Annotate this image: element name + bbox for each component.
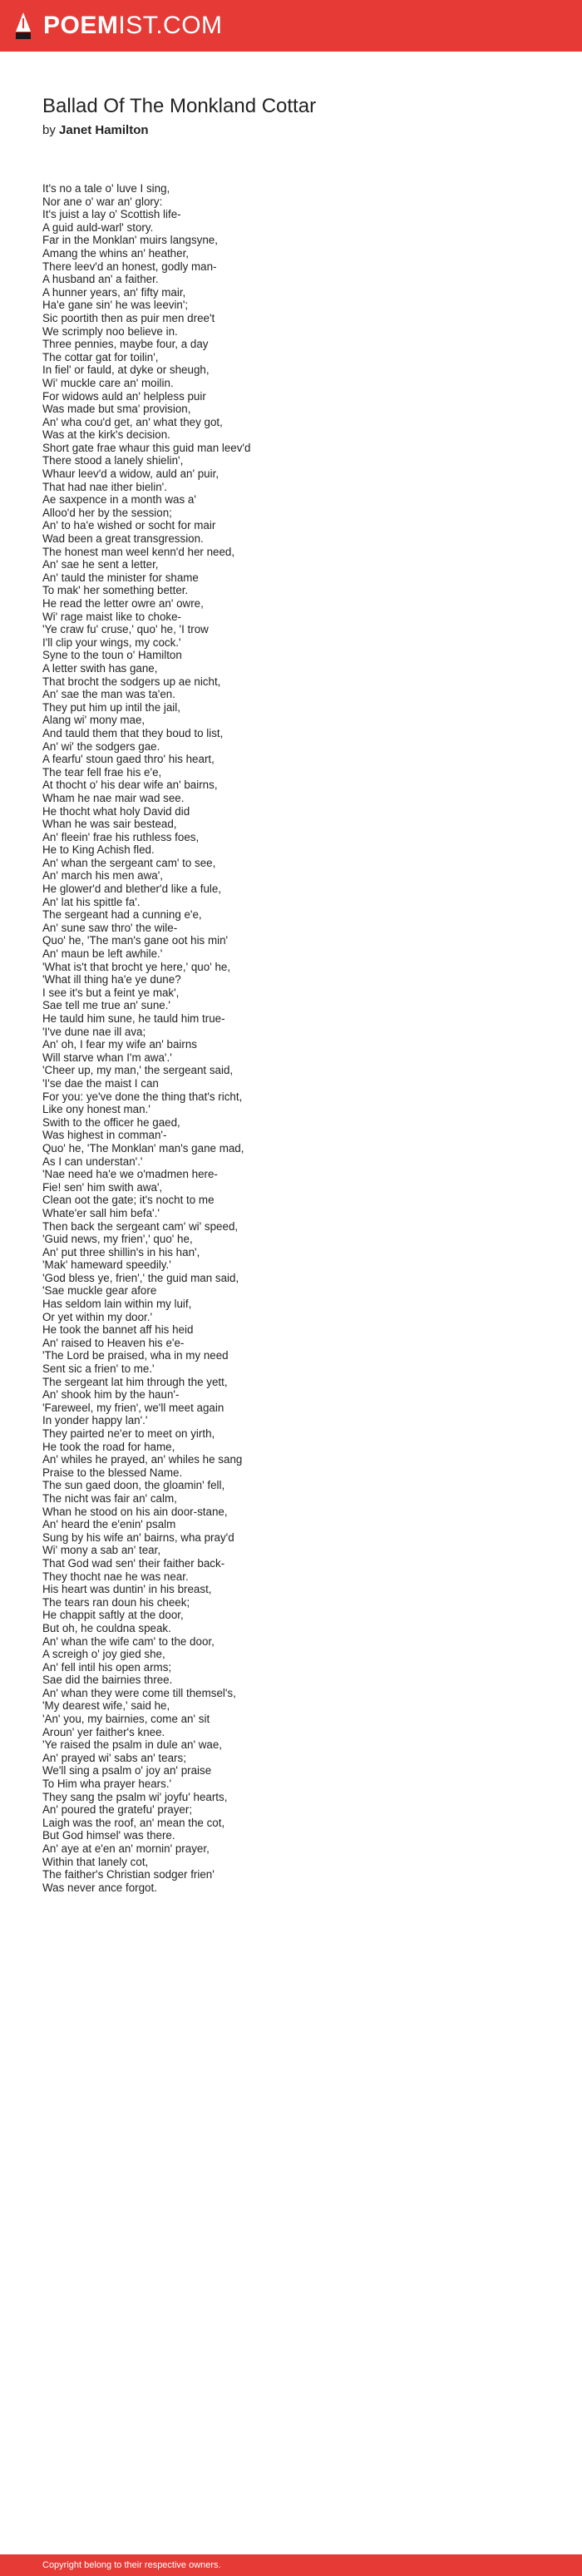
poem-line: The honest man weel kenn'd her need, [42, 545, 235, 558]
poem-line: The nicht was fair an' calm, [42, 1491, 177, 1505]
poem-line: An' march his men awa', [42, 869, 164, 883]
poem-line: A guid auld-warl' story. [42, 220, 154, 234]
poem-line: A husband an' a faither. [42, 273, 159, 286]
poem-line: An' shook him by the haun'- [42, 1388, 180, 1402]
logo-light-text: IST.COM [118, 12, 223, 39]
poem-line: Will starve whan I'm awa'.' [42, 1051, 172, 1064]
poem-line: They sang the psalm wi' joyfu' hearts, [42, 1790, 228, 1803]
poem-line: Ae saxpence in a month was a' [42, 493, 196, 507]
poem-line: Wi' muckle care an' moilin. [42, 376, 174, 389]
poem-line: Praise to the blessed Name. [42, 1466, 183, 1479]
poem-line: An' put three shillin's in his han', [42, 1245, 200, 1258]
poem-title: Ballad Of The Monkland Cottar [42, 95, 317, 117]
poem-line: Was never ance forgot. [42, 1881, 157, 1894]
poem-line: Syne to the toun o' Hamilton [42, 649, 182, 662]
poem-line: An' to ha'e wished or socht for mair [42, 519, 216, 532]
poem-line: 'Sae muckle gear afore [42, 1284, 157, 1298]
poem-line: Whan he was sair bestead, [42, 818, 177, 831]
poem-line: An' raised to Heaven his e'e- [42, 1336, 185, 1349]
poem-line: To mak' her something better. [42, 584, 189, 597]
poem-line: But God himsel' was there. [42, 1829, 175, 1842]
poem-line: The sergeant lat him through the yett, [42, 1375, 228, 1388]
poem-line: An' prayed wi' sabs an' tears; [42, 1751, 186, 1764]
poem-line: That brocht the sodgers up ae nicht, [42, 675, 221, 688]
poem-line: He glower'd and blether'd like a fule, [42, 883, 222, 896]
poem-line: Alang wi' mony mae, [42, 714, 146, 727]
poem-line: Fie! sen' him swith awa', [42, 1180, 163, 1194]
poem-line: An' sae the man was ta'en. [42, 688, 175, 701]
poem-line: Was highest in comman'- [42, 1129, 167, 1142]
poem-line: An' maun be left awhile.' [42, 947, 163, 961]
poem-line: An' fleein' frae his ruthless foes, [42, 830, 200, 843]
poem-line: An' fell intil his open arms; [42, 1660, 172, 1674]
poem-line: Sent sic a frien' to me.' [42, 1362, 155, 1376]
poem-line: That had nae ither bielin'. [42, 480, 167, 493]
poem-line: 'What ill thing ha'e ye dune? [42, 973, 181, 986]
poem-line: As I can understan'.' [42, 1155, 143, 1168]
poem-line: He took the bannet aff his heid [42, 1323, 194, 1337]
poem-line: Sae did the bairnies three. [42, 1674, 173, 1687]
poem-line: Three pennies, maybe four, a day [42, 338, 209, 351]
poem-line: In yonder happy lan'.' [42, 1414, 148, 1427]
poem-line: The sergeant had a cunning e'e, [42, 908, 202, 922]
poem-line: Sae tell me true an' sune.' [42, 999, 170, 1012]
site-header [0, 0, 582, 52]
poem-line: The cottar gat for toilin', [42, 350, 159, 363]
copyright-notice: Copyright belong to their respective owners. [42, 2560, 221, 2570]
poem-line: It's no a tale o' luve I sing, [42, 182, 170, 195]
poem-line: An' whan the wife cam' to the door, [42, 1634, 215, 1648]
poem-line: Nor ane o' war an' glory: [42, 195, 163, 208]
poem-body [42, 182, 541, 1894]
poem-line: It's juist a lay o' Scottish life- [42, 208, 181, 221]
poem-line: And tauld them that they boud to list, [42, 726, 224, 739]
poem-line: Wi' rage maist like to choke- [42, 610, 182, 623]
poem-line: 'I'se dae the maist I can [42, 1076, 159, 1090]
poem-line: Laigh was the roof, an' mean the cot, [42, 1816, 225, 1829]
poem-line: Aroun' yer faither's knee. [42, 1725, 165, 1738]
poem-line: An' sae he sent a letter, [42, 558, 159, 571]
poem-line: For you: ye've done the thing that's richt, [42, 1090, 243, 1103]
poem-line: His heart was duntin' in his breast, [42, 1583, 212, 1596]
poem-line: They put him up intil the jail, [42, 700, 180, 714]
poem-line: An' wi' the sodgers gae. [42, 739, 160, 753]
poem-line: Alloo'd her by the session; [42, 506, 172, 519]
poem-line: To Him wha prayer hears.' [42, 1777, 172, 1791]
poem-line: An' whan the sergeant cam' to see, [42, 856, 216, 869]
poem-line: A fearfu' stoun gaed thro' his heart, [42, 753, 215, 766]
poem-line: Has seldom lain within my luif, [42, 1298, 192, 1311]
poem-line: An' aye at e'en an' mornin' prayer, [42, 1842, 210, 1855]
poem-line: The sun gaed doon, the gloamin' fell, [42, 1479, 225, 1492]
logo-bold-text: POEM [43, 12, 119, 39]
poem-line: Or yet within my door.' [42, 1310, 153, 1323]
poem-line: He thocht what holy David did [42, 804, 190, 818]
poem-line: Wad been a great transgression. [42, 532, 204, 546]
poem-line: An' poured the gratefu' prayer; [42, 1803, 193, 1817]
poem-line: 'What is't that brocht ye here,' quo' he, [42, 960, 231, 973]
poem-line: He tauld him sune, he tauld him true- [42, 1012, 225, 1025]
poem-line: Whate'er sall him befa'.' [42, 1206, 160, 1219]
poem-line: Amang the whins an' heather, [42, 246, 190, 260]
poem-line: Short gate frae whaur this guid man leev'd [42, 441, 251, 454]
poem-line: An' wha cou'd get, an' what they got, [42, 415, 223, 428]
poem-line: 'Ye craw fu' cruse,' quo' he, 'I trow [42, 623, 209, 636]
poem-line: Was made but sma' provision, [42, 403, 191, 416]
poem-line: Quo' he, 'The Monklan' man's gane mad, [42, 1141, 244, 1155]
poem-line: I see it's but a feint ye mak', [42, 986, 180, 999]
poem-line: An' oh, I fear my wife an' bairns [42, 1038, 197, 1051]
poem-line: I'll clip your wings, my cock.' [42, 635, 181, 649]
poem-line: 'I've dune nae ill ava; [42, 1025, 146, 1038]
poem-line: The tears ran doun his cheek; [42, 1595, 190, 1609]
poem-line: 'Guid news, my frien',' quo' he, [42, 1233, 193, 1246]
poem-line: Sic poortith then as puir men dree't [42, 311, 215, 324]
poem-line: He to King Achish fled. [42, 843, 155, 857]
poem-line: We'll sing a psalm o' joy an' praise [42, 1764, 212, 1777]
poem-line: Wham he nae mair wad see. [42, 791, 185, 804]
poem-line: 'An' you, my bairnies, come an' sit [42, 1713, 210, 1726]
poem-line: A screigh o' joy gied she, [42, 1648, 165, 1661]
poem-line: 'Cheer up, my man,' the sergeant said, [42, 1064, 234, 1077]
poem-line: Clean oot the gate; it's nocht to me [42, 1194, 215, 1207]
poem-line: He took the road for hame, [42, 1440, 175, 1453]
site-logo[interactable] [43, 12, 223, 39]
poem-line: We scrimply noo believe in. [42, 324, 178, 338]
poem-line: An' whan they were come till themsel's, [42, 1686, 236, 1699]
byline [42, 122, 149, 139]
poem-line: Quo' he, 'The man's gane oot his min' [42, 934, 229, 947]
poem-line: Sung by his wife an' bairns, wha pray'd [42, 1530, 234, 1544]
poem-line: They thocht nae he was near. [42, 1570, 189, 1583]
poem-line: Ha'e gane sin' he was leevin'; [42, 299, 189, 312]
poem-line: 'Nae need ha'e we o'madmen here- [42, 1168, 218, 1181]
poem-line: The tear fell frae his e'e, [42, 765, 162, 779]
poem-line: There stood a lanely shielin', [42, 454, 184, 467]
poem-line: An' tauld the minister for shame [42, 571, 199, 584]
poem-line: 'God bless ye, frien',' the guid man said, [42, 1271, 239, 1284]
poem-line: An' heard the e'enin' psalm [42, 1518, 176, 1531]
poem-line: Whan he stood on his ain door-stane, [42, 1505, 228, 1518]
poem-line: They pairted ne'er to meet on yirth, [42, 1427, 215, 1440]
poem-line: 'Ye raised the psalm in dule an' wae, [42, 1738, 223, 1752]
quill-pen-icon [14, 12, 32, 40]
poem-line: Was at the kirk's decision. [42, 428, 170, 442]
poem-line: Swith to the officer he gaed, [42, 1115, 180, 1129]
poem-line: An' sune saw thro' the wile- [42, 921, 178, 934]
poem-line: In fiel' or fauld, at dyke or sheugh, [42, 363, 210, 377]
site-footer [0, 2554, 582, 2576]
poem-line: There leev'd an honest, godly man- [42, 260, 217, 273]
poem-line: A hunner years, an' fifty mair, [42, 285, 186, 299]
poem-line: Far in the Monklan' muirs langsyne, [42, 234, 218, 247]
by-label: by [42, 123, 56, 137]
poem-line: Like ony honest man.' [42, 1103, 150, 1116]
poem-line: An' whiles he prayed, an' whiles he sang [42, 1453, 243, 1466]
poem-line: A letter swith has gane, [42, 661, 158, 675]
author-name[interactable]: Janet Hamilton [59, 123, 149, 137]
poem-line: He chappit saftly at the door, [42, 1609, 184, 1622]
poem-line: The faither's Christian sodger frien' [42, 1868, 215, 1881]
poem-line: An' lat his spittle fa'. [42, 895, 141, 908]
poem-line: 'Mak' hameward speedily.' [42, 1258, 171, 1272]
poem-line: 'The Lord be praised, wha in my need [42, 1349, 229, 1362]
poem-line: Then back the sergeant cam' wi' speed, [42, 1219, 239, 1233]
poem-line: Within that lanely cot, [42, 1855, 149, 1868]
poem-line: 'Fareweel, my frien', we'll meet again [42, 1401, 224, 1414]
poem-line: Wi' mony a sab an' tear, [42, 1544, 161, 1557]
poem-line: But oh, he couldna speak. [42, 1621, 171, 1634]
poem-line: For widows auld an' helpless puir [42, 389, 206, 403]
poem-line: He read the letter owre an' owre, [42, 597, 204, 610]
poem-line: Whaur leev'd a widow, auld an' puir, [42, 467, 219, 481]
poem-line: 'My dearest wife,' said he, [42, 1699, 170, 1713]
poem-line: That God wad sen' their faither back- [42, 1556, 225, 1570]
poem-line: At thocht o' his dear wife an' bairns, [42, 779, 218, 792]
